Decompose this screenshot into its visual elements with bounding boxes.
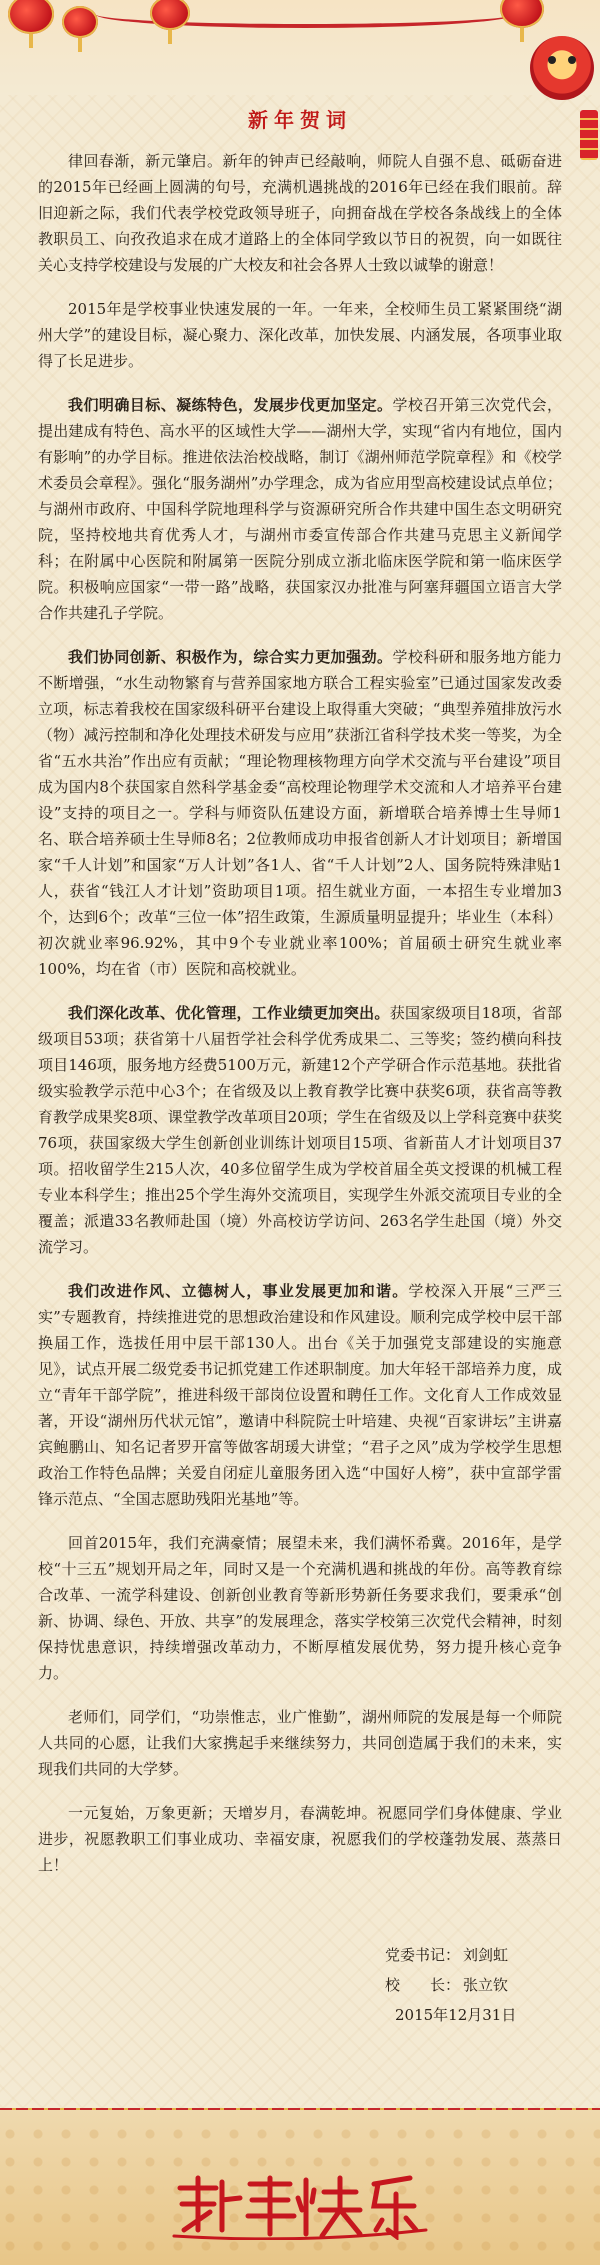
paragraph: 律回春渐，新元肇启。新年的钟声已经敲响，师院人自强不息、砥砺奋进的2015年已经画上圆满的句号，充满机遇挑战的2016年已经在我们眼前。辞旧迎新之际，我们代表学校党政领导班子，向拥奋战在学校各条战线上的全体教职员工、向孜孜追求在成才道路上的全体同学致以节日的祝贺，向一如既往关心支持学校建设与发展的广大校友和社会各界人士致以诚挚的谢意！ [38,152,562,274]
paragraph: 回首2015年，我们充满豪情；展望未来，我们满怀希冀。2016年，是学校“十三五”规划开局之年，同时又是一个充满机遇和挑战的年份。高等教育综合改革、一流学科建设、创新创业教育等新形势新任务要求我们，要秉承“创新、协调、绿色、开放、共享”的发展理念，落实学校第三次党代会精神，时刻保持忧患意识，持续增强改革动力，不断厚植发展优势，努力提升核心竞争力。 [38,1534,562,1682]
signature-block [385,1940,575,2030]
paragraph: 2015年是学校事业快速发展的一年。一年来，全校师生员工紧紧围绕“湖州大学”的建设目标，凝心聚力、深化改革，加快发展、内涵发展，各项事业取得了长足进步。 [38,300,562,370]
paragraph-lead: 我们明确目标、凝练特色，发展步伐更加坚定。 [68,396,393,414]
paragraph: 我们协同创新、积极作为，综合实力更加强劲。学校科研和服务地方能力不断增强，“水生动物繁育与营养国家地方联合工程实验室”已通过国家发改委立项，标志着我校在国家级科研平台建设上取得重大突破；“典型养殖排放污水（物）减污控制和净化处理技术研发与应用”获浙江省科学技术奖一等奖，为全省“五水共治”作出应有贡献；“理论物理核物理方向学术交流与平台建设”项目成为国内8个获国家自然科学基金委“高校理论物理学术交流和人才培养平台建设”支持的项目之一。学科与师资队伍建设方面，新增联合培养博士生导师1名、联合培养硕士生导师8名；2位教师成功申报省创新人才计划项目；新增国家“千人计划”和国家“万人计划”各1人、省“千人计划”2人、国务院特殊津贴1人，获省“钱江人才计划”资助项目1项。招生就业方面，一本招生专业增加3个，达到6个；改革“三位一体”招生政策，生源质量明显提升；毕业生（本科）初次就业率96.92%，其中9个专业就业率100%；首届硕士研究生就业率100%，均在省（市）医院和高校就业。 [38,648,562,978]
paragraph: 我们明确目标、凝练特色，发展步伐更加坚定。学校召开第三次党代会，提出建成有特色、高水平的区域性大学——湖州大学，实现“省内有地位，国内有影响”的办学目标。推进依法治校战略，制订《湖州师范学院章程》和《校学术委员会章程》。强化“服务湖州”办学理念，成为省应用型高校建设试点单位；与湖州市政府、中国科学院地理科学与资源研究所合作共建中国生态文明研究院，坚持校地共育优秀人才，与湖州市委宣传部合作共建马克思主义新闻学科；在附属中心医院和附属第一医院分别成立浙北临床医学院和第一临床医学院。积极响应国家“一带一路”战略，获国家汉办批准与阿塞拜疆国立语言大学合作共建孔子学院。 [38,396,562,622]
signature-date: 2015年12月31日 [395,2006,517,2024]
new-year-calligraphy-logo [170,2170,430,2240]
paragraph-lead: 我们深化改革、优化管理，工作业绩更加突出。 [68,1004,390,1022]
greeting-body [38,148,562,1896]
lantern-icon [500,0,544,28]
lantern-decoration [0,0,600,90]
signature-party: 党委书记： 刘剑虹 [385,1946,509,1964]
paragraph: 我们改进作风、立德树人，事业发展更加和谐。学校深入开展“三严三实”专题教育，持续推进党的思想政治建设和作风建设。顺利完成学校中层干部换届工作，选拔任用中层干部130人。出台《关于加强党支部建设的实施意见》，试点开展二级党委书记抓党建工作述职制度。加大年轻干部培养力度，成立“青年干部学院”，推进科级干部岗位设置和聘任工作。文化育人工作成效显著，开设“湖州历代状元馆”，邀请中科院院士叶培建、央视“百家讲坛”主讲嘉宾鲍鹏山、知名记者罗开富等做客胡瑗大讲堂；“君子之风”成为学校学生思想政治工作特色品牌；关爱自闭症儿童服务团入选“中国好人榜”，获中宣部学雷锋示范点、“全国志愿助残阳光基地”等。 [38,1282,562,1508]
lantern-icon [62,6,98,38]
monkey-mascot-icon [530,36,594,100]
paragraph-lead: 我们改进作风、立德树人，事业发展更加和谐。 [68,1282,409,1300]
lantern-icon [8,0,54,34]
page-title: 新年贺词 [248,108,352,132]
paragraph: 我们深化改革、优化管理，工作业绩更加突出。获国家级项目18项，省部级项目53项；获省第十八届哲学社会科学优秀成果二、三等奖；签约横向科技项目146项，服务地方经费5100万元，新建12个产学研合作示范基地。获批省级实验教学示范中心3个；在省级及以上教育教学比赛中获奖6项，获省高等教育教学成果奖8项、课堂教学改革项目20项；学生在省级及以上学科竞赛中获奖76项，获国家级大学生创新创业训练计划项目15项、省新苗人才计划项目37项。招收留学生215人次，40多位留学生成为学校首届全英文授课的机械工程专业本科学生；推出25个学生海外交流项目，实现学生外派交流项目专业的全覆盖；派遣33名教师赴国（境）外高校访学访问、263名学生赴国（境）外交流学习。 [38,1004,562,1256]
lantern-icon [150,0,190,30]
paragraph-lead: 我们协同创新、积极作为，综合实力更加强劲。 [68,648,393,666]
signature-president: 校 长： 张立钦 [385,1976,509,1994]
paragraph: 一元复始，万象更新；天增岁月，春满乾坤。祝愿同学们身体健康、学业进步，祝愿教职工们事业成功、幸福安康，祝愿我们的学校蓬勃发展、蒸蒸日上！ [38,1804,562,1874]
paragraph: 老师们，同学们，“功崇惟志，业广惟勤”，湖州师院的发展是每一个师院人共同的心愿，让我们大家携起手来继续努力，共同创造属于我们的未来，实现我们共同的大学梦。 [38,1708,562,1778]
